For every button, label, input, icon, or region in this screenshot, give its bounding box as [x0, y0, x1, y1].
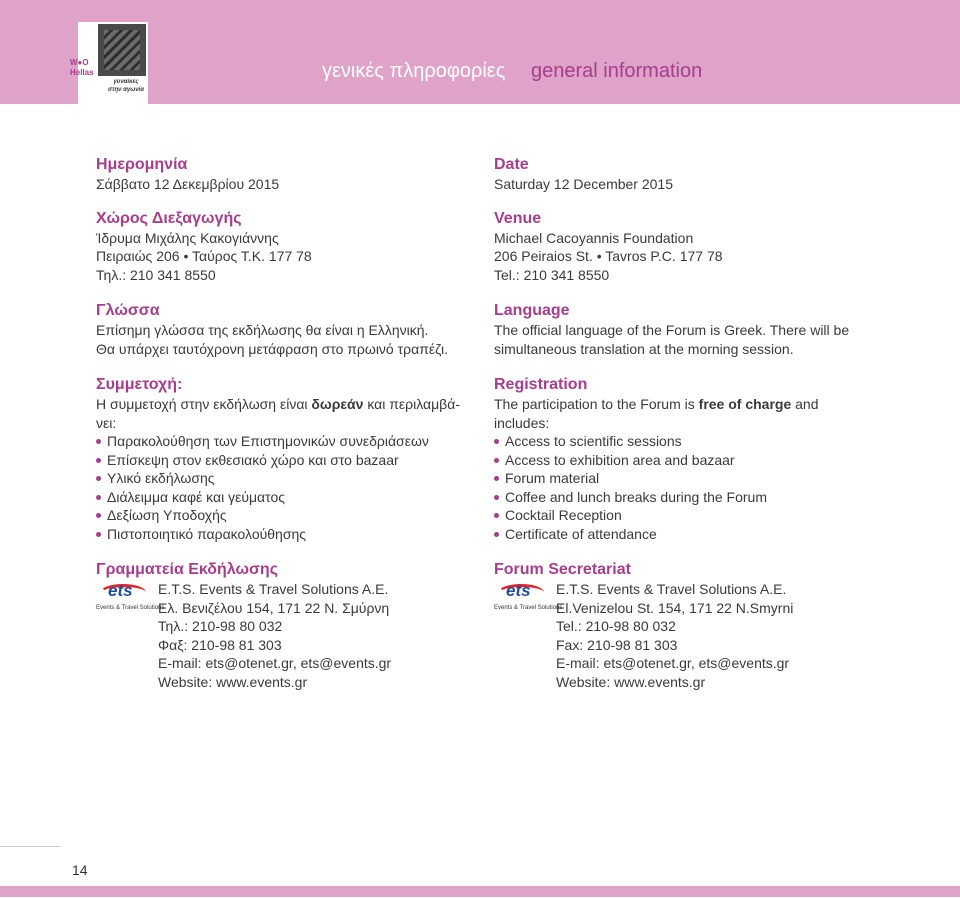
logo-brand: W●O Hellas — [70, 58, 94, 77]
registration-intro-cont: includes: — [494, 414, 550, 431]
footer-band — [0, 886, 960, 897]
page-number: 14 — [72, 862, 88, 878]
date-value: Σάββατο 12 Δεκεμβρίου 2015 — [96, 176, 280, 192]
date-title: Ημερομηνία — [96, 156, 188, 173]
date-section — [494, 155, 874, 194]
registration-list — [96, 432, 476, 543]
venue-section — [96, 209, 476, 285]
address: Ελ. Βενιζέλου 154, 171 22 Ν. Σμύρνη — [158, 599, 390, 616]
list-item: Certificate of attendance — [494, 525, 874, 544]
telephone: Τηλ.: 210-98 80 032 — [158, 618, 283, 634]
venue-line: Ίδρυμα Μιχάλης Κακογιάννης — [96, 229, 279, 246]
ets-letters: ets — [108, 581, 133, 600]
greek-column — [96, 155, 476, 691]
language-section — [494, 301, 874, 358]
language-title: Language — [494, 302, 570, 319]
language-title: Γλώσσα — [96, 302, 160, 319]
list-item: Παρακολούθηση των Επιστημονικών συνεδριάσεων — [96, 432, 476, 451]
website-link[interactable]: Website: www.events.gr — [158, 673, 308, 690]
registration-section — [96, 375, 476, 543]
ets-tagline: Events & Travel Solutions — [96, 605, 165, 611]
ets-tagline: Events & Travel Solutions — [494, 605, 563, 611]
date-title: Date — [494, 156, 529, 173]
list-item: Επίσκεψη στον εκθεσιακό χώρο και στο bazaar — [96, 451, 476, 470]
email-link[interactable]: E-mail: ets@otenet.gr, ets@events.gr — [158, 655, 392, 671]
contact-block — [158, 580, 391, 691]
company-name: E.T.S. Events & Travel Solutions A.E. — [556, 581, 787, 597]
list-item: Cocktail Reception — [494, 506, 874, 525]
fax: Fax: 210-98 81 303 — [556, 636, 678, 653]
registration-section — [494, 375, 874, 543]
secretariat-title: Forum Secretariat — [494, 561, 631, 578]
intro-text: The participation to the Forum is — [494, 396, 699, 412]
ets-logo — [494, 581, 563, 611]
language-line: The official language of the Forum is Greek. There will be — [494, 322, 850, 338]
english-column — [494, 155, 874, 691]
list-item: Υλικό εκδήλωσης — [96, 469, 476, 488]
venue-line: Tel.: 210 341 8550 — [494, 266, 610, 283]
date-value: Saturday 12 December 2015 — [494, 176, 673, 192]
venue-line: Michael Cacoyannis Foundation — [494, 229, 694, 246]
intro-bold: free of charge — [698, 396, 792, 412]
language-line: simultaneous translation at the morning session. — [494, 340, 794, 357]
list-item: Access to exhibition area and bazaar — [494, 451, 874, 470]
venue-line: Πειραιώς 206 • Ταύρος Τ.Κ. 177 78 — [96, 248, 312, 264]
logo-subtitle: γυναίκες στην αγωνία — [108, 79, 144, 93]
email-link[interactable]: E-mail: ets@otenet.gr, ets@events.gr — [556, 655, 790, 671]
contact-block — [556, 580, 793, 691]
venue-line: Τηλ.: 210 341 8550 — [96, 266, 216, 283]
secretariat-section — [96, 560, 476, 691]
fax: Φαξ: 210-98 81 303 — [158, 636, 282, 653]
registration-intro — [96, 395, 476, 414]
list-item: Access to scientific sessions — [494, 432, 874, 451]
telephone: Tel.: 210-98 80 032 — [556, 618, 676, 634]
list-item: Διάλειμμα καφέ και γεύματος — [96, 488, 476, 507]
header-band — [0, 0, 960, 104]
intro-text: and — [791, 396, 819, 412]
venue-line: 206 Peiraios St. • Tavros P.C. 177 78 — [494, 248, 723, 264]
list-item: Δεξίωση Υποδοχής — [96, 506, 476, 525]
language-section — [96, 301, 476, 358]
address: El.Venizelou St. 154, 171 22 N.Smyrni — [556, 599, 794, 616]
ets-logo — [96, 581, 165, 611]
date-section — [96, 155, 476, 194]
intro-text: και περιλαμβά- — [363, 396, 460, 412]
ets-letters: ets — [506, 581, 531, 600]
registration-title: Συμμετοχή: — [96, 376, 183, 393]
venue-title: Χώρος Διεξαγωγής — [96, 209, 242, 227]
secretariat-section — [494, 560, 874, 691]
woman-portrait-icon — [98, 24, 146, 76]
intro-text: Η συμμετοχή στην εκδήλωση είναι — [96, 396, 312, 412]
logo — [70, 22, 148, 104]
registration-intro-cont: νει: — [96, 414, 117, 431]
registration-intro — [494, 395, 874, 414]
venue-section — [494, 209, 874, 285]
registration-title: Registration — [494, 376, 588, 393]
language-line: Επίσημη γλώσσα της εκδήλωσης θα είναι η Ελληνική. — [96, 322, 429, 338]
registration-list — [494, 432, 874, 543]
intro-bold: δωρεάν — [311, 396, 364, 412]
list-item: Coffee and lunch breaks during the Forum — [494, 488, 874, 507]
language-line: Θα υπάρχει ταυτόχρονη μετάφραση στο πρωινό τραπέζι. — [96, 340, 449, 357]
venue-title: Venue — [494, 209, 542, 227]
header-title-english: general information — [531, 60, 703, 82]
company-name: E.T.S. Events & Travel Solutions A.E. — [158, 581, 389, 597]
secretariat-title: Γραμματεία Εκδήλωσης — [96, 561, 279, 578]
list-item: Forum material — [494, 469, 874, 488]
website-link[interactable]: Website: www.events.gr — [556, 673, 706, 690]
header-title-greek: γενικές πληροφορίες — [322, 60, 506, 82]
list-item: Πιστοποιητικό παρακολούθησης — [96, 525, 476, 544]
